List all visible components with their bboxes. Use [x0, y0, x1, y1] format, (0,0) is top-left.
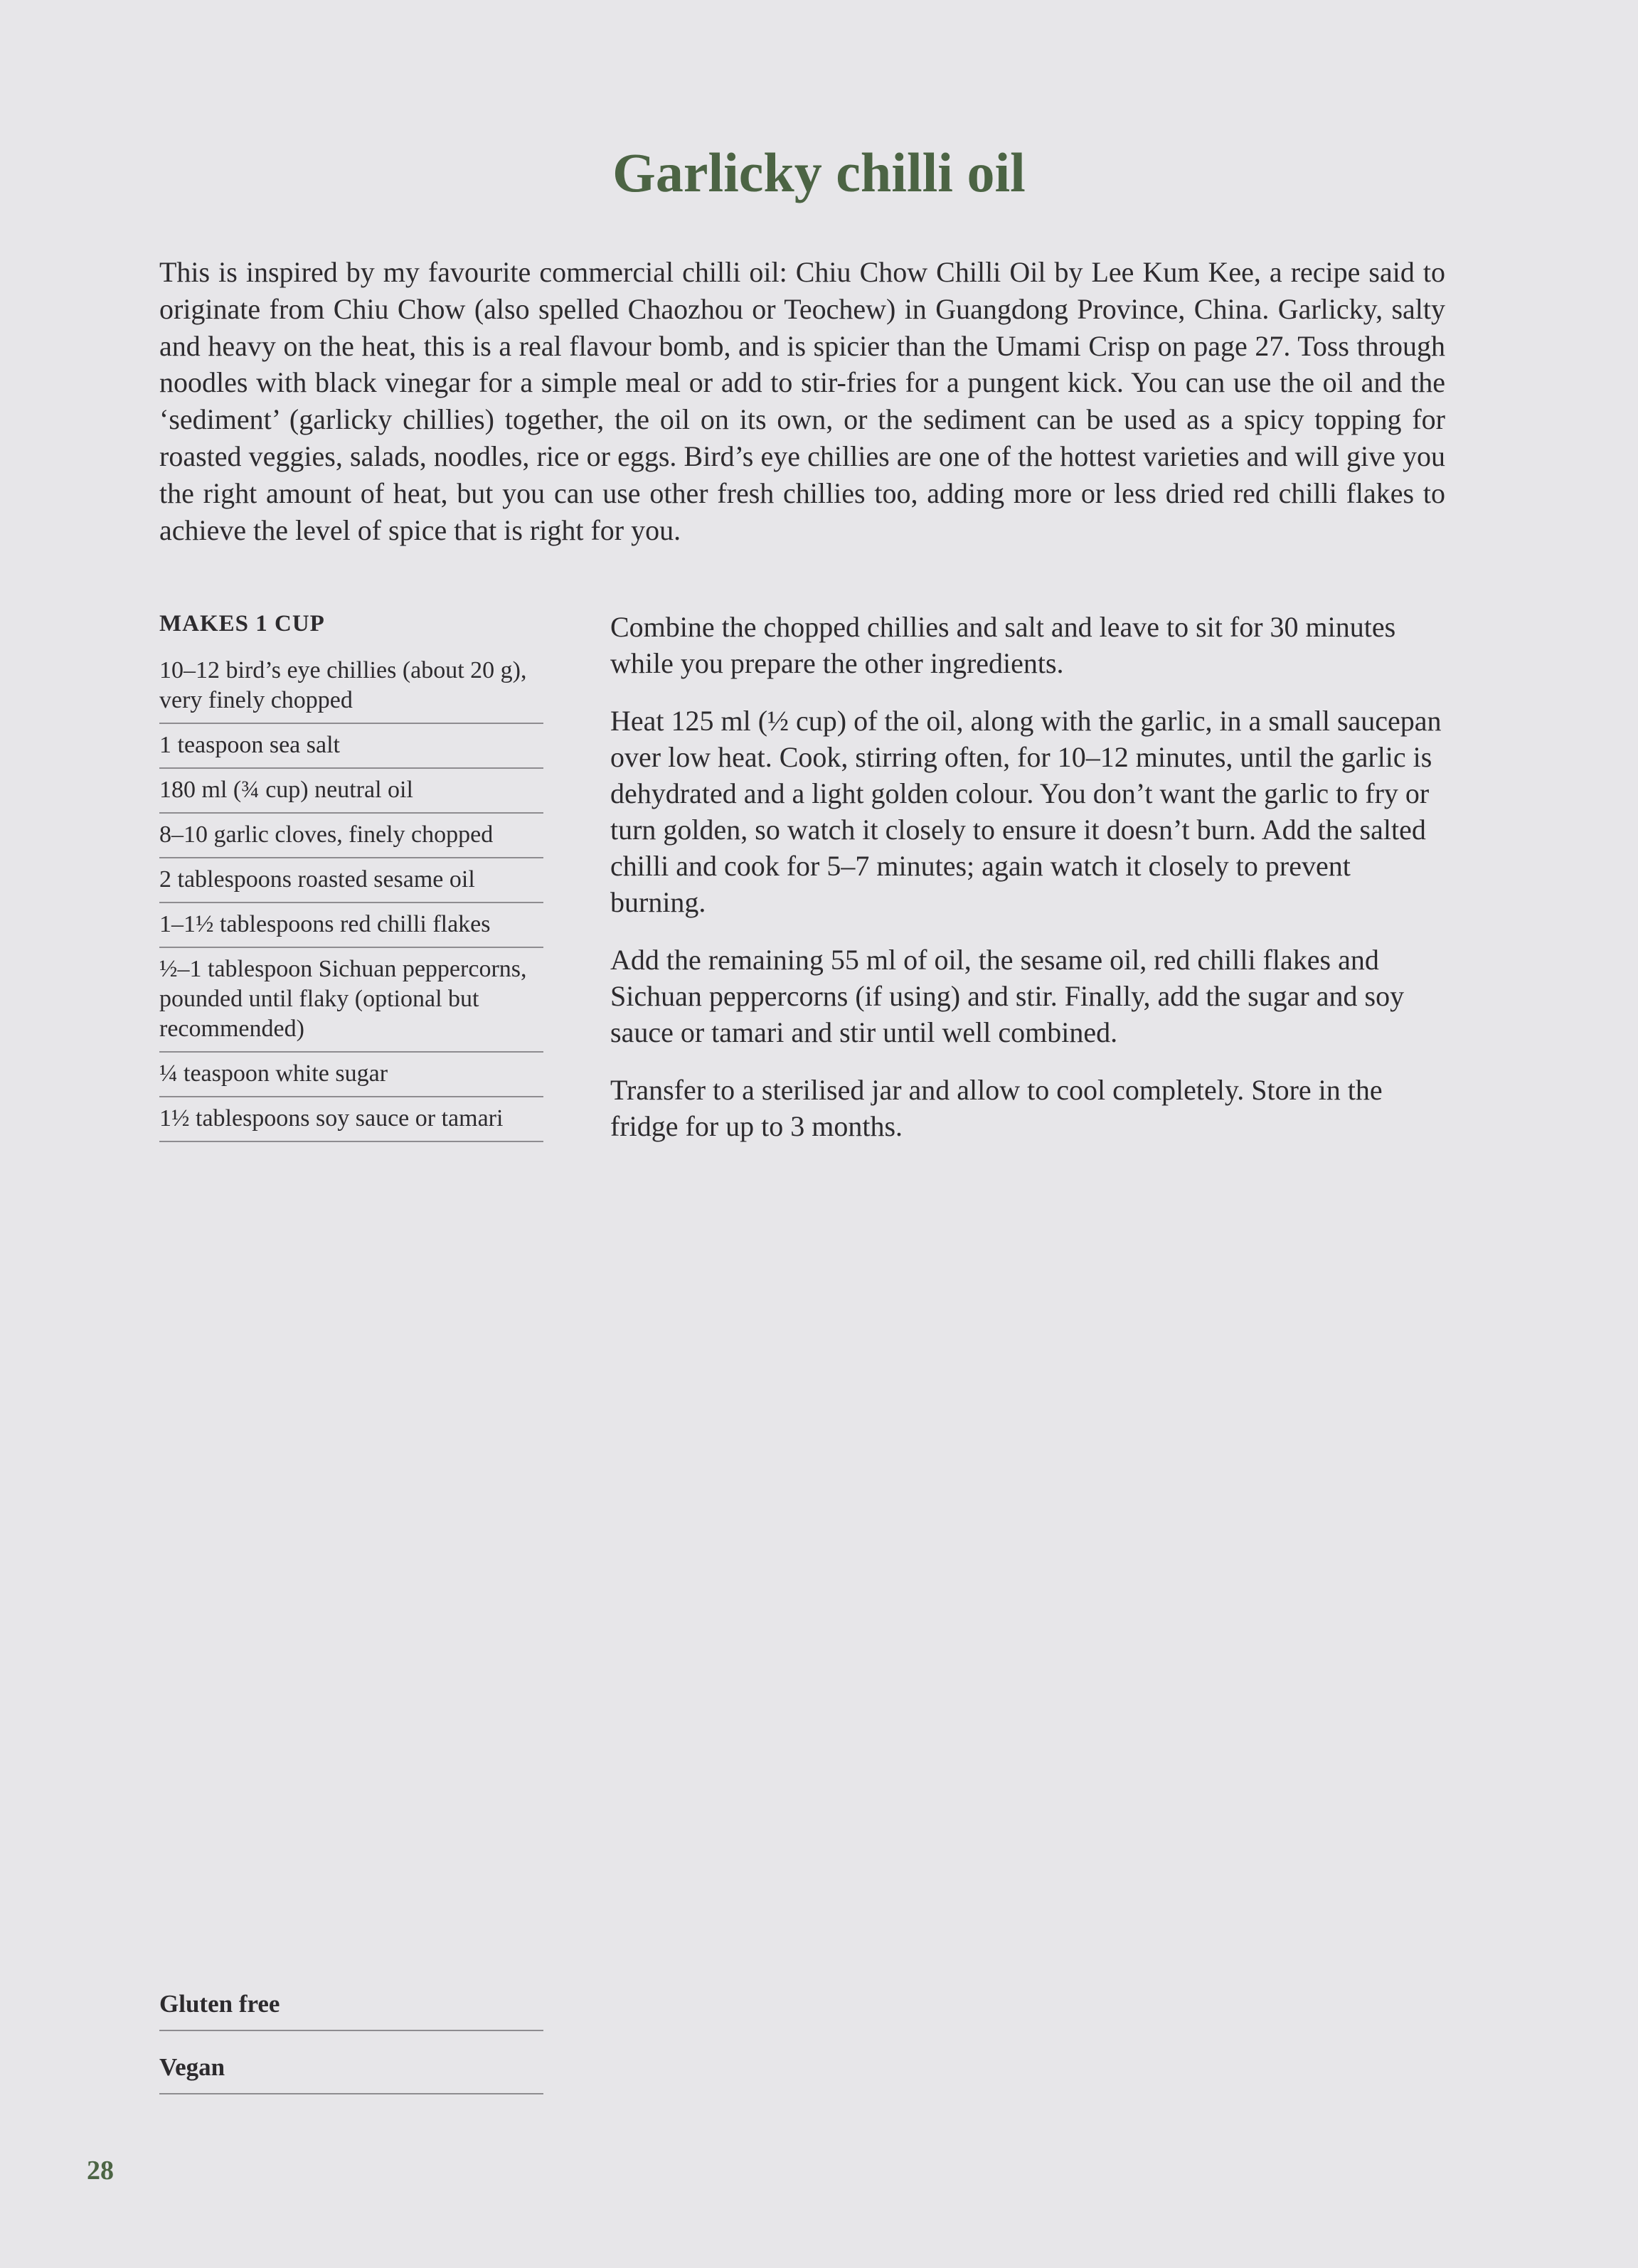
method-step: Combine the chopped chillies and salt and leave to sit for 30 minutes while you prepare the other ingredients.: [610, 611, 1396, 679]
method-section: [610, 609, 1450, 1166]
ingredient-item: 10–12 bird’s eye chillies (about 20 g), very finely chopped: [159, 649, 543, 724]
ingredient-item: 180 ml (¾ cup) neutral oil: [159, 769, 543, 814]
ingredient-list: [159, 649, 543, 1142]
ingredient-item: 1 teaspoon sea salt: [159, 724, 543, 769]
ingredients-panel: [159, 608, 543, 1142]
dietary-tags: [159, 1983, 543, 2109]
method-step: Transfer to a sterilised jar and allow to cool completely. Store in the fridge for up to 3 months.: [610, 1074, 1383, 1142]
dietary-tag-vegan: Vegan: [159, 2046, 543, 2094]
ingredient-item: 1–1½ tablespoons red chilli flakes: [159, 903, 543, 948]
yield-heading: MAKES 1 CUP: [159, 611, 325, 637]
method-step: Heat 125 ml (½ cup) of the oil, along with the garlic, in a small saucepan over low heat. Cook, stirring often, for 10–12 minutes, until the garlic is dehydrated and a light golden colour. You don’t want the garlic to fry or turn golden, so watch it closely to ensure it doesn’t burn. Add the salted chilli and cook for 5–7 minutes; again watch it closely to prevent burning.: [610, 705, 1442, 918]
page-number: 28: [87, 2156, 114, 2186]
method-step: Add the remaining 55 ml of oil, the sesame oil, red chilli flakes and Sichuan peppercorns (if using) and stir. Finally, add the sugar and soy sauce or tamari and stir until well combined.: [610, 944, 1405, 1048]
ingredient-item: ¼ teaspoon white sugar: [159, 1053, 543, 1097]
ingredient-item: 2 tablespoons roasted sesame oil: [159, 858, 543, 903]
ingredient-item: 8–10 garlic cloves, finely chopped: [159, 814, 543, 858]
recipe-title: Garlicky chilli oil: [612, 142, 1026, 203]
dietary-tag-gluten-free: Gluten free: [159, 1983, 543, 2031]
ingredient-item: ½–1 tablespoon Sichuan peppercorns, pounded until flaky (optional but recommended): [159, 948, 543, 1053]
recipe-intro: This is inspired by my favourite commercial chilli oil: Chiu Chow Chilli Oil by Lee Kum Kee, a recipe said to originate from Chiu Chow (also spelled Chaozhou or Teochew) in Guangdong Province, China. Garlicky, salty and heavy on the heat, this is a real flavour bomb, and is spicier than the Umami Crisp on page 27. Toss through noodles with black vinegar for a simple meal or add to stir-fries for a pungent kick. You can use the oil and the ‘sediment’ (garlicky chillies) together, the oil on its own, or the sediment can be used as a spicy topping for roasted veggies, salads, noodles, rice or eggs. Bird’s eye chillies are one of the hottest varieties and will give you the right amount of heat, but you can use other fresh chillies too, adding more or less dried red chilli flakes to achieve the level of spice that is right for you.: [159, 256, 1445, 546]
ingredient-item: 1½ tablespoons soy sauce or tamari: [159, 1097, 543, 1142]
